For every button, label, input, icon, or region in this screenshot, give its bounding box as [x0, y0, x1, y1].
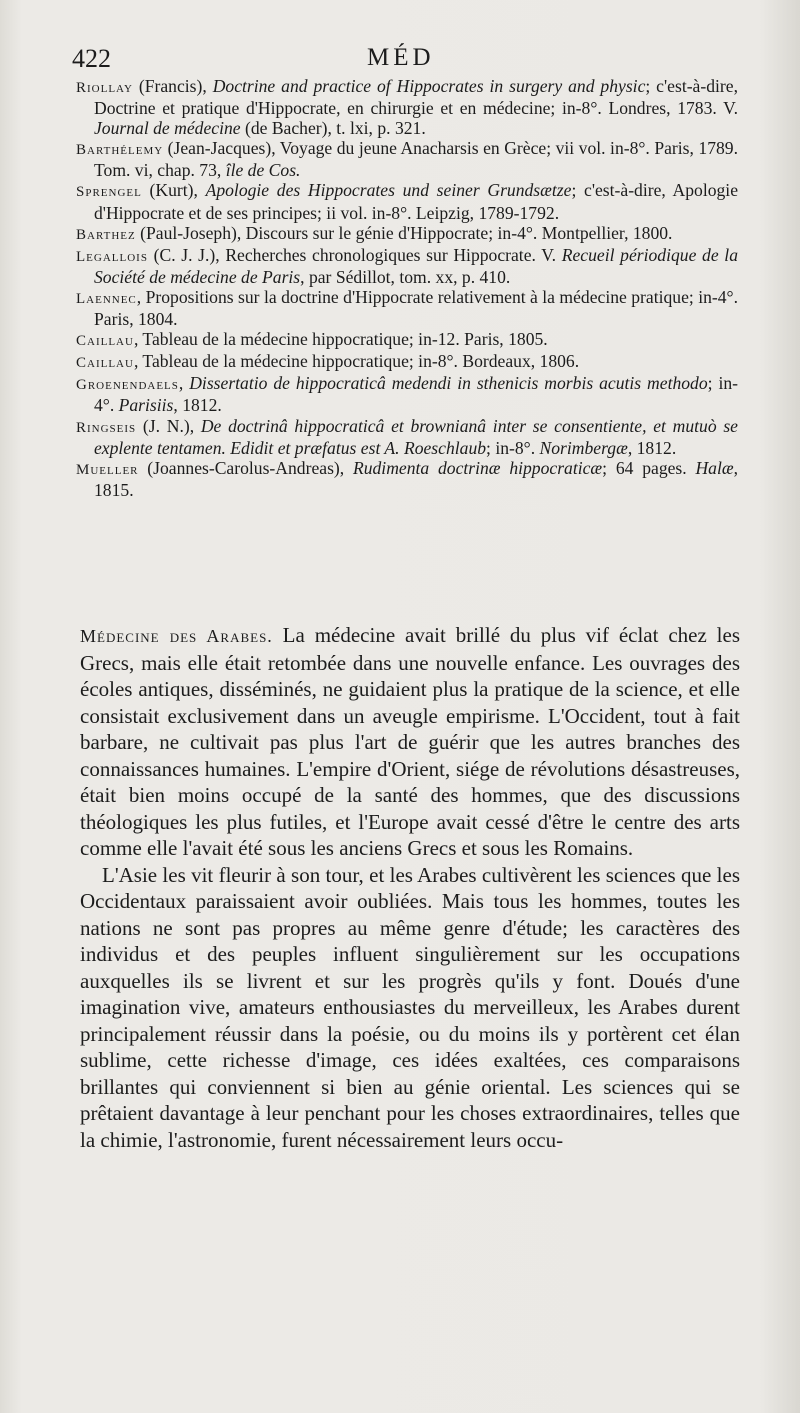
entry-details: , Dissertatio de hippocraticâ medendi in sthenicis morbis acutis methodo; in-4°. Parisiis, 1812. [94, 373, 738, 416]
entry-details: (C. J. J.), Recherches chronologiques sur Hippocrate. V. Recueil périodique de la Société de médecine de Paris, par Sédillot, tom. xx, p. 410. [94, 244, 738, 287]
entry-author: Caillau [76, 333, 134, 350]
entry-details: (Paul-Joseph), Discours sur le génie d'Hippocrate; in-4°. Montpellier, 1800. [135, 222, 673, 243]
section-title: Médecine des Arabes. [80, 626, 273, 646]
main-text [80, 622, 740, 1153]
entry-author: Mueller [76, 461, 139, 478]
bibliography-entry [76, 287, 738, 329]
entry-author: Sprengel [76, 184, 142, 201]
bibliography-entry [76, 245, 738, 287]
bibliography-entry [76, 180, 738, 222]
entry-author: Legallois [76, 248, 148, 265]
running-head: MÉD [367, 44, 435, 71]
page-number: 422 [72, 44, 111, 73]
entry-details: (J. N.), De doctrinâ hippocraticâ et brownianâ inter se consentiente, et mutuò se explente tentamen. Edidit et præfatus est A. Roeschlaub; in-8°. Norimbergæ, 1812. [94, 415, 738, 458]
bibliography-entry [76, 329, 738, 351]
bibliography-entry [76, 416, 738, 458]
entry-author: Laennec [76, 290, 137, 307]
paragraph [80, 622, 740, 862]
paragraph: L'Asie les vit fleurir à son tour, et les Arabes cultivèrent les sciences que les Occidentaux paraissaient avoir oubliées. Mais tous les hommes, toutes les nations ne sont pas propres au même genre d'étude; les caractères des individus et des peuples influent singulièrement sur les occupations auxquelles ils se livrent et sur les progrès qu'ils y font. Doués d'une imagination vive, amateurs enthousiastes du merveilleux, les Arabes durent principalement réussir dans la poésie, ou du moins ils y portèrent cet élan sublime, cette richesse d'image, ces idées exaltées, ces comparaisons brillantes qui conviennent si bien au génie oriental. Les sciences qui se prêtaient davantage à leur penchant pour les choses extraordinaires, telles que la chimie, l'astronomie, furent nécessairement leurs occu- [80, 862, 740, 1152]
entry-details: (Jean-Jacques), Voyage du jeune Anacharsis en Grèce; vii vol. in-8°. Paris, 1789. Tom. vi, chap. 73, île de Cos. [94, 138, 738, 181]
entry-details: (Joannes-Carolus-Andreas), Rudimenta doctrinæ hippocraticæ; 64 pages. Halæ, 1815. [94, 457, 739, 500]
entry-details: , Tableau de la médecine hippocratique; in-8°. Bordeaux, 1806. [133, 351, 580, 372]
bibliography-entry [76, 373, 738, 415]
entry-details: , Tableau de la médecine hippocratique; in-12. Paris, 1805. [133, 329, 548, 350]
entry-author: Caillau [76, 355, 134, 372]
entry-author: Ringseis [76, 419, 137, 436]
entry-details: (Kurt), Apologie des Hippocrates und seiner Grundsætze; c'est-à-dire, Apologie d'Hippocrate et de ses principes; ii vol. in-8°. Leipzig, 1789-1792. [94, 180, 739, 223]
bibliography-entry [76, 138, 738, 180]
entry-author: Barthez [76, 226, 136, 243]
paragraph-text: La médecine avait brillé du plus vif éclat chez les Grecs, mais elle était retombée dans une nouvelle enfance. Les ouvrages des écoles antiques, disséminés, ne guidaient plus la pratique de la science, et elle consistait exclusivement dans un aveugle empirisme. L'Occident, tout à fait barbare, ne cultivait pas plus l'art de guérir que les autres branches des connaissances humaines. L'empire d'Orient, siége de révolutions désastreuses, était bien moins occupé de la santé des hommes, que des discussions théologiques les plus futiles, et l'Europe avait cessé d'être le centre des arts comme elle l'avait été sous les anciens Grecs et sous les Romains. [80, 623, 740, 860]
entry-author: Groenendaels [76, 377, 179, 394]
bibliography-entry [76, 458, 738, 500]
bibliography-entry [76, 223, 738, 245]
bibliography-entry [76, 76, 738, 138]
entry-details: , Propositions sur la doctrine d'Hippocrate relativement à la médecine pratique; in-4°. Paris, 1804. [94, 286, 738, 330]
bibliography-list [76, 76, 738, 500]
entry-details: (Francis), Doctrine and practice of Hippocrates in surgery and physic; c'est-à-dire, Doctrine et pratique d'Hippocrate, en chirurgie et en médecine; in-8°. Londres, 1783. V. Journal de médecine (de Bacher), t. lxi, p. 321. [94, 76, 738, 139]
bibliography-entry [76, 351, 738, 373]
entry-author: Barthélemy [76, 142, 164, 159]
entry-author: Riollay [76, 80, 133, 96]
